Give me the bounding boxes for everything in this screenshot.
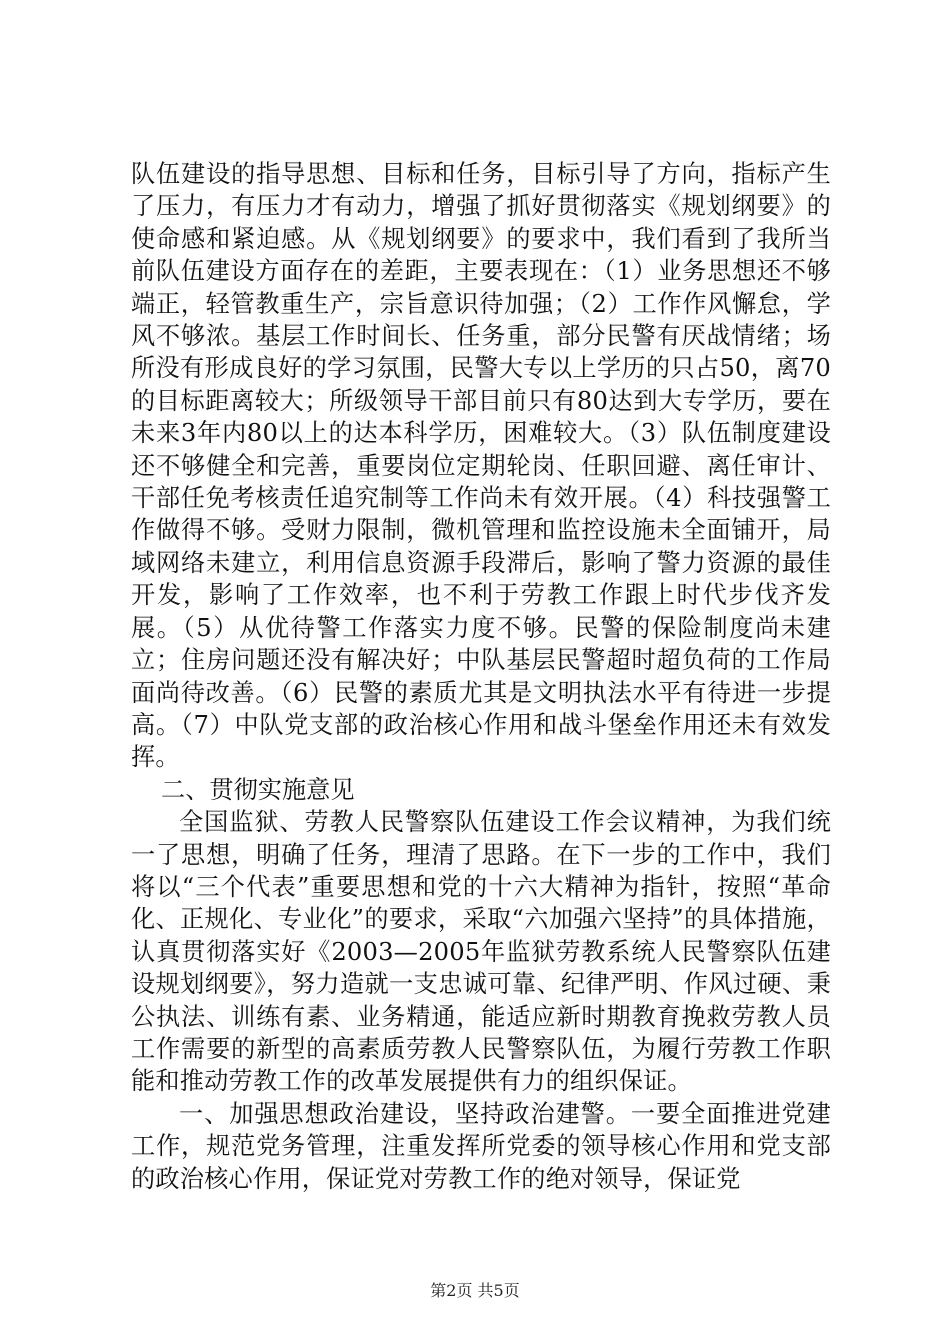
paragraph-implementation: 全国监狱、劳教人民警察队伍建设工作会议精神，为我们统一了思想，明确了任务，理清了思路。在下一步的工作中，我们将以“三个代表”重要思想和党的十六大精神为指针，按照“革命化、正规化、专业化”的要求，采取“六加强六坚持”的具体措施，认真贯彻落实好《2003—2005年监狱劳教系统人民警察队伍建设规划纲要》，努力造就一支忠诚可靠、纪律严明、作风过硬、秉公执法、训练有素、业务精通，能适应新时期教育挽救劳教人员工作需要的新型的高素质劳教人民警察队伍，为履行劳教工作职能和推动劳教工作的改革发展提供有力的组织保证。 bbox=[131, 808, 831, 1096]
document-body bbox=[131, 158, 831, 1195]
paragraph-political-building: 一、加强思想政治建设，坚持政治建警。一要全面推进党建工作，规范党务管理，注重发挥所党委的领导核心作用和党支部的政治核心作用，保证党对劳教工作的绝对领导，保证党 bbox=[131, 1099, 831, 1193]
section-heading: 二、贯彻实施意见 bbox=[161, 775, 355, 804]
page-number-footer: 第2页 共5页 bbox=[430, 1281, 520, 1300]
paragraph-problems: 队伍建设的指导思想、目标和任务，目标引导了方向，指标产生了压力，有压力才有动力，增强了抓好贯彻落实《规划纲要》的使命感和紧迫感。从《规划纲要》的要求中，我们看到了我所当前队伍建设方面存在的差距，主要表现在：（1）业务思想还不够端正，轻管教重生产，宗旨意识待加强；（2）工作作风懈怠，学风不够浓。基层工作时间长、任务重，部分民警有厌战情绪；场所没有形成良好的学习氛围，民警大专以上学历的只占50，离70的目标距离较大；所级领导干部目前只有80达到大专学历，要在未来3年内80以上的达本科学历，困难较大。（3）队伍制度建设还不够健全和完善，重要岗位定期轮岗、任职回避、离任审计、干部任免考核责任追究制等工作尚未有效开展。（4）科技强警工作做得不够。受财力限制，微机管理和监控设施未全面铺开，局域网络未建立，利用信息资源手段滞后，影响了警力资源的最佳开发，影响了工作效率，也不利于劳教工作跟上时代步伐齐发展。（5）从优待警工作落实力度不够。民警的保险制度尚未建立；住房问题还没有解决好；中队基层民警超时超负荷的工作局面尚待改善。（6）民警的素质尤其是文明执法水平有待进一步提高。（7）中队党支部的政治核心作用和战斗堡垒作用还未有效发挥。 bbox=[131, 160, 831, 772]
